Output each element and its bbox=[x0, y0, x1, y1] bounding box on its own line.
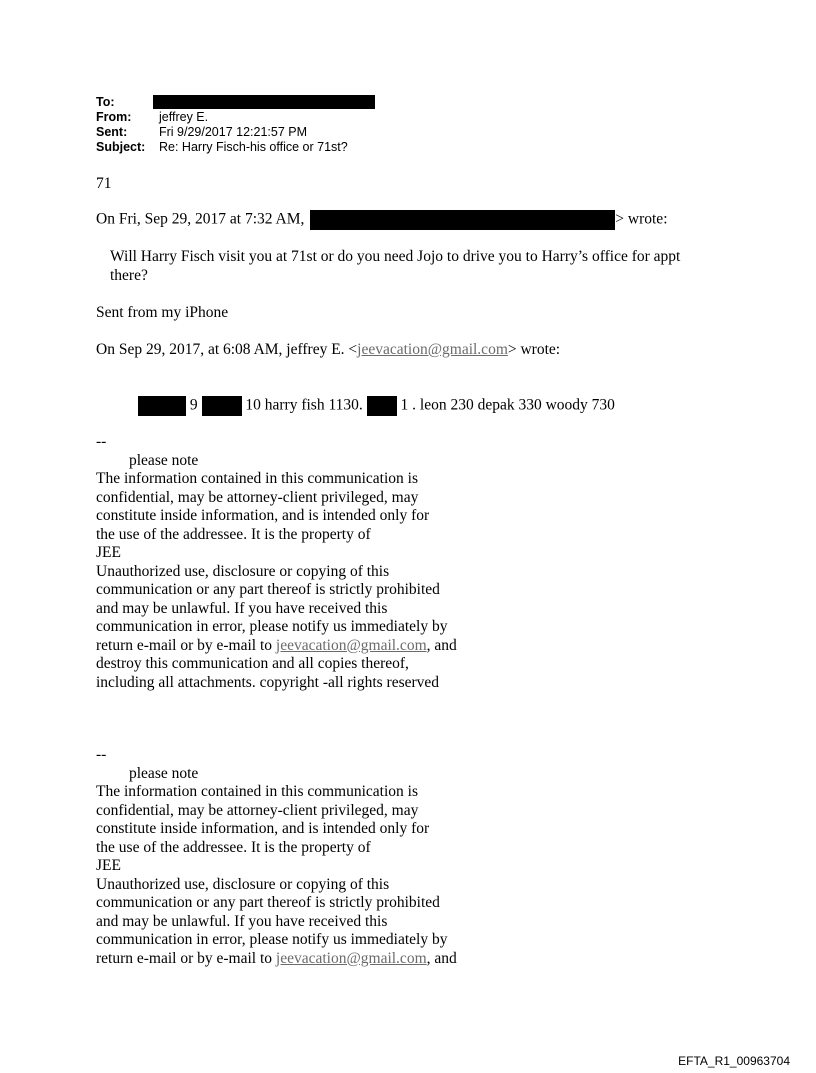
reply-text: 71 bbox=[96, 175, 112, 192]
quote1-body bbox=[110, 248, 680, 285]
disclaimer-1-line: communication in error, please notify us immediately by bbox=[96, 618, 448, 635]
schedule-part3: 1 . leon 230 depak 330 woody 730 bbox=[400, 396, 615, 414]
disclaimer-2-email-prefix: return e-mail or by e-mail to bbox=[96, 949, 276, 967]
disclaimer-1-email-link[interactable]: jeevacation@gmail.com bbox=[275, 636, 427, 654]
redacted-schedule-3 bbox=[367, 396, 397, 416]
disclaimer-1-tail: including all attachments. copyright -all rights reserved bbox=[96, 673, 440, 691]
disclaimer-1-line: the use of the addressee. It is the property of bbox=[96, 525, 371, 543]
disclaimer-1-line: Unauthorized use, disclosure or copying of this bbox=[96, 562, 390, 580]
to-label: To: bbox=[96, 95, 115, 109]
quote1-body-line1: Will Harry Fisch visit you at 71st or do you need Jojo to drive you to Harry’s office for appt bbox=[110, 248, 681, 265]
disclaimer-2-line: JEE bbox=[96, 857, 121, 874]
disclaimer-2-note: please note bbox=[129, 764, 199, 782]
disclaimer-1-email-prefix: return e-mail or by e-mail to bbox=[96, 636, 276, 654]
disclaimer-2-email-line bbox=[96, 950, 457, 969]
document-id: EFTA_R1_00963704 bbox=[678, 1054, 790, 1068]
disclaimer-2 bbox=[96, 746, 457, 968]
quote1-intro-suffix: > wrote: bbox=[615, 210, 668, 228]
redacted-schedule-1 bbox=[138, 396, 186, 416]
disclaimer-1-note: please note bbox=[129, 451, 199, 469]
disclaimer-1-line: The information contained in this communication is bbox=[96, 470, 418, 487]
from-label: From: bbox=[96, 110, 132, 124]
sent-value: Fri 9/29/2017 12:21:57 PM bbox=[159, 125, 308, 139]
from-row bbox=[96, 110, 375, 125]
disclaimer-1 bbox=[96, 433, 457, 692]
quote2-intro bbox=[96, 341, 560, 360]
quote1-intro-prefix: On Fri, Sep 29, 2017 at 7:32 AM, bbox=[96, 210, 305, 228]
schedule-part1: 9 bbox=[189, 396, 198, 414]
disclaimer-1-tail: destroy this communication and all copies thereof, bbox=[96, 655, 409, 672]
disclaimer-2-line: communication or any part thereof is strictly prohibited bbox=[96, 894, 440, 911]
quote1-signature: Sent from my iPhone bbox=[96, 304, 229, 321]
disclaimer-2-line: confidential, may be attorney-client privileged, may bbox=[96, 801, 419, 819]
disclaimer-2-line: Unauthorized use, disclosure or copying of this bbox=[96, 875, 390, 893]
redacted-schedule-2 bbox=[202, 396, 242, 416]
schedule-line bbox=[138, 396, 615, 416]
schedule-part2: 10 harry fish 1130. bbox=[245, 396, 363, 414]
disclaimer-2-line: and may be unlawful. If you have received this bbox=[96, 912, 388, 930]
sent-row bbox=[96, 125, 375, 140]
subject-value: Re: Harry Fisch-his office or 71st? bbox=[159, 140, 348, 154]
sent-label: Sent: bbox=[96, 125, 128, 139]
disclaimer-1-line: communication or any part thereof is strictly prohibited bbox=[96, 581, 440, 598]
quote1-body-line2: there? bbox=[110, 266, 148, 284]
redacted-recipient bbox=[153, 95, 375, 109]
from-value: jeffrey E. bbox=[159, 110, 209, 124]
disclaimer-2-line: communication in error, please notify us immediately by bbox=[96, 931, 448, 948]
quote2-intro-suffix: > wrote: bbox=[507, 341, 561, 358]
quote2-intro-email-link[interactable]: jeevacation@gmail.com bbox=[357, 341, 508, 358]
disclaimer-1-email-suffix: , and bbox=[426, 636, 457, 654]
disclaimer-2-line: The information contained in this communication is bbox=[96, 783, 418, 800]
disclaimer-2-email-link[interactable]: jeevacation@gmail.com bbox=[275, 949, 427, 967]
disclaimer-2-email-suffix: , and bbox=[426, 949, 457, 967]
disclaimer-1-line: JEE bbox=[96, 544, 121, 561]
disclaimer-2-dashes: -- bbox=[96, 746, 107, 763]
disclaimer-1-line: confidential, may be attorney-client privileged, may bbox=[96, 488, 419, 506]
quote1-intro bbox=[96, 210, 668, 230]
disclaimer-1-line: and may be unlawful. If you have received this bbox=[96, 599, 388, 617]
disclaimer-1-line: constitute inside information, and is intended only for bbox=[96, 507, 430, 524]
disclaimer-2-line: the use of the addressee. It is the property of bbox=[96, 838, 371, 856]
disclaimer-1-email-line bbox=[96, 637, 457, 656]
redacted-sender bbox=[310, 210, 615, 230]
to-row bbox=[96, 95, 375, 110]
subject-label: Subject: bbox=[96, 140, 146, 154]
disclaimer-2-line: constitute inside information, and is intended only for bbox=[96, 820, 430, 837]
disclaimer-1-dashes: -- bbox=[96, 433, 107, 450]
quote2-intro-prefix: On Sep 29, 2017, at 6:08 AM, jeffrey E. < bbox=[96, 341, 358, 358]
subject-row bbox=[96, 140, 375, 155]
email-header bbox=[96, 95, 375, 155]
